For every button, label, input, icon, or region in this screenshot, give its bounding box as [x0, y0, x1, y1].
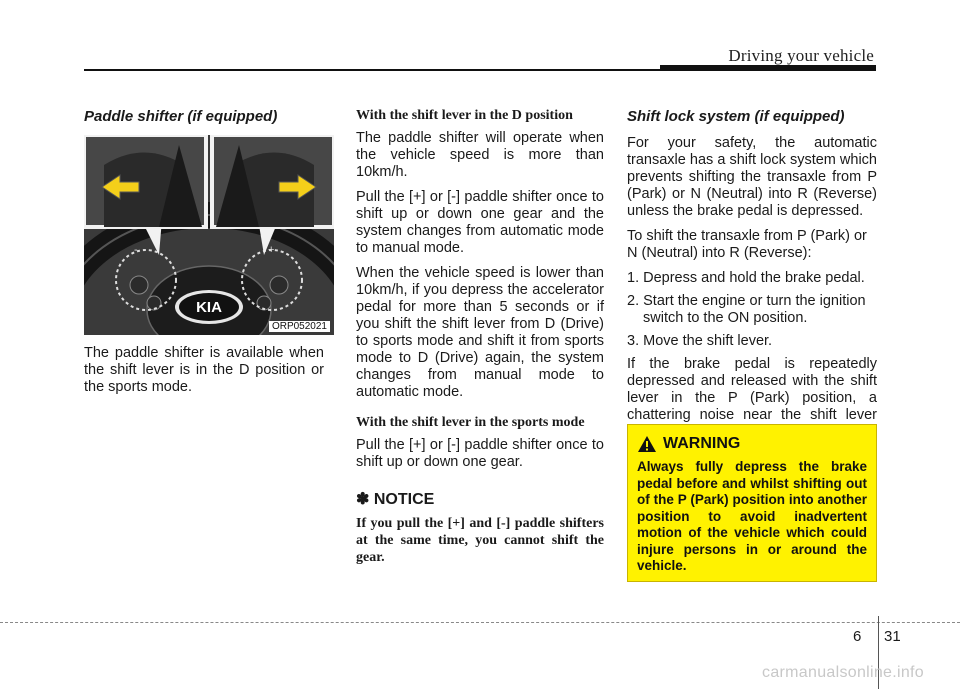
header-rule-thick — [660, 65, 876, 71]
kia-logo-text: KIA — [196, 299, 222, 316]
paddle-shifter-figure — [84, 135, 334, 335]
paddle-minus-label: - — [134, 244, 138, 256]
column-d-position — [356, 108, 604, 566]
paddle-shifter-heading: Paddle shifter (if equipped) — [84, 108, 278, 125]
warning-title: WARNING — [663, 435, 741, 452]
d-position-para-2: Pull the [+] or [-] paddle shifter once to shift up or down one gear and the system changes from automatic mode to manual mode. — [356, 189, 604, 256]
paddle-plus-label: + — [268, 244, 275, 256]
shift-lock-para-1: For your safety, the automatic transaxle has a shift lock system which prevents shifting the transaxle from P (Park) or N (Neutral) into R (Reverse) unless the brake pedal is depressed. — [627, 135, 877, 219]
d-position-para-3: When the vehicle speed is lower than 10km/h, if you depress the accelerator pedal for more than 5 seconds or if you shift the shift lever from D (Drive) to sports mode and shift it from sports mode to D (Drive) again, the system changes from manual mode to automatic mode. — [356, 265, 604, 400]
d-position-para-1: The paddle shifter will operate when the vehicle speed is more than 10km/h. — [356, 130, 604, 180]
watermark: carmanualsonline.info — [762, 664, 924, 681]
shift-lock-para-3: If the brake pedal is repeatedly depressed and released with the shift lever in the P (Park) position, a chattering noise near the shift lever — [627, 356, 877, 423]
notice-title: ✽ NOTICE — [356, 491, 435, 508]
sports-mode-heading: With the shift lever in the sports mode — [356, 415, 585, 430]
shift-lock-step: 3. Move the shift lever. — [627, 333, 773, 349]
warning-text: Always fully depress the brake pedal before and whilst shifting out of the P (Park) position into another position to avoid inadvertent motion of the vehicle which could injure persons in or around the vehicle. — [637, 459, 867, 573]
page-number: 31 — [884, 628, 901, 645]
shift-lock-step: 2. Start the engine or turn the ignition switch to the ON position. — [627, 293, 866, 326]
figure-code: ORP052021 — [269, 321, 330, 332]
footer-divider — [0, 622, 960, 624]
shift-lock-para-2: To shift the transaxle from P (Park) or N (Neutral) into R (Reverse): — [627, 228, 867, 261]
shift-lock-heading: Shift lock system (if equipped) — [627, 108, 845, 125]
column-shift-lock — [627, 108, 877, 466]
shift-lock-step: 1. Depress and hold the brake pedal. — [627, 270, 865, 286]
steering-wheel-illustration — [84, 135, 334, 335]
notice-text: If you pull the [+] and [-] paddle shifters at the same time, you cannot shift the gear. — [356, 516, 604, 565]
d-position-heading: With the shift lever in the D position — [356, 108, 573, 123]
sports-mode-para: Pull the [+] or [-] paddle shifter once to shift up or down one gear. — [356, 437, 604, 470]
warning-box — [627, 424, 877, 582]
paddle-shifter-body: The paddle shifter is available when the shift lever is in the D position or the sports mode. — [84, 345, 324, 395]
section-title: Driving your vehicle — [728, 46, 874, 65]
warning-header — [637, 435, 867, 453]
chapter-number: 6 — [853, 628, 862, 645]
warning-triangle-icon — [637, 435, 657, 453]
column-paddle-shifter — [84, 108, 327, 404]
